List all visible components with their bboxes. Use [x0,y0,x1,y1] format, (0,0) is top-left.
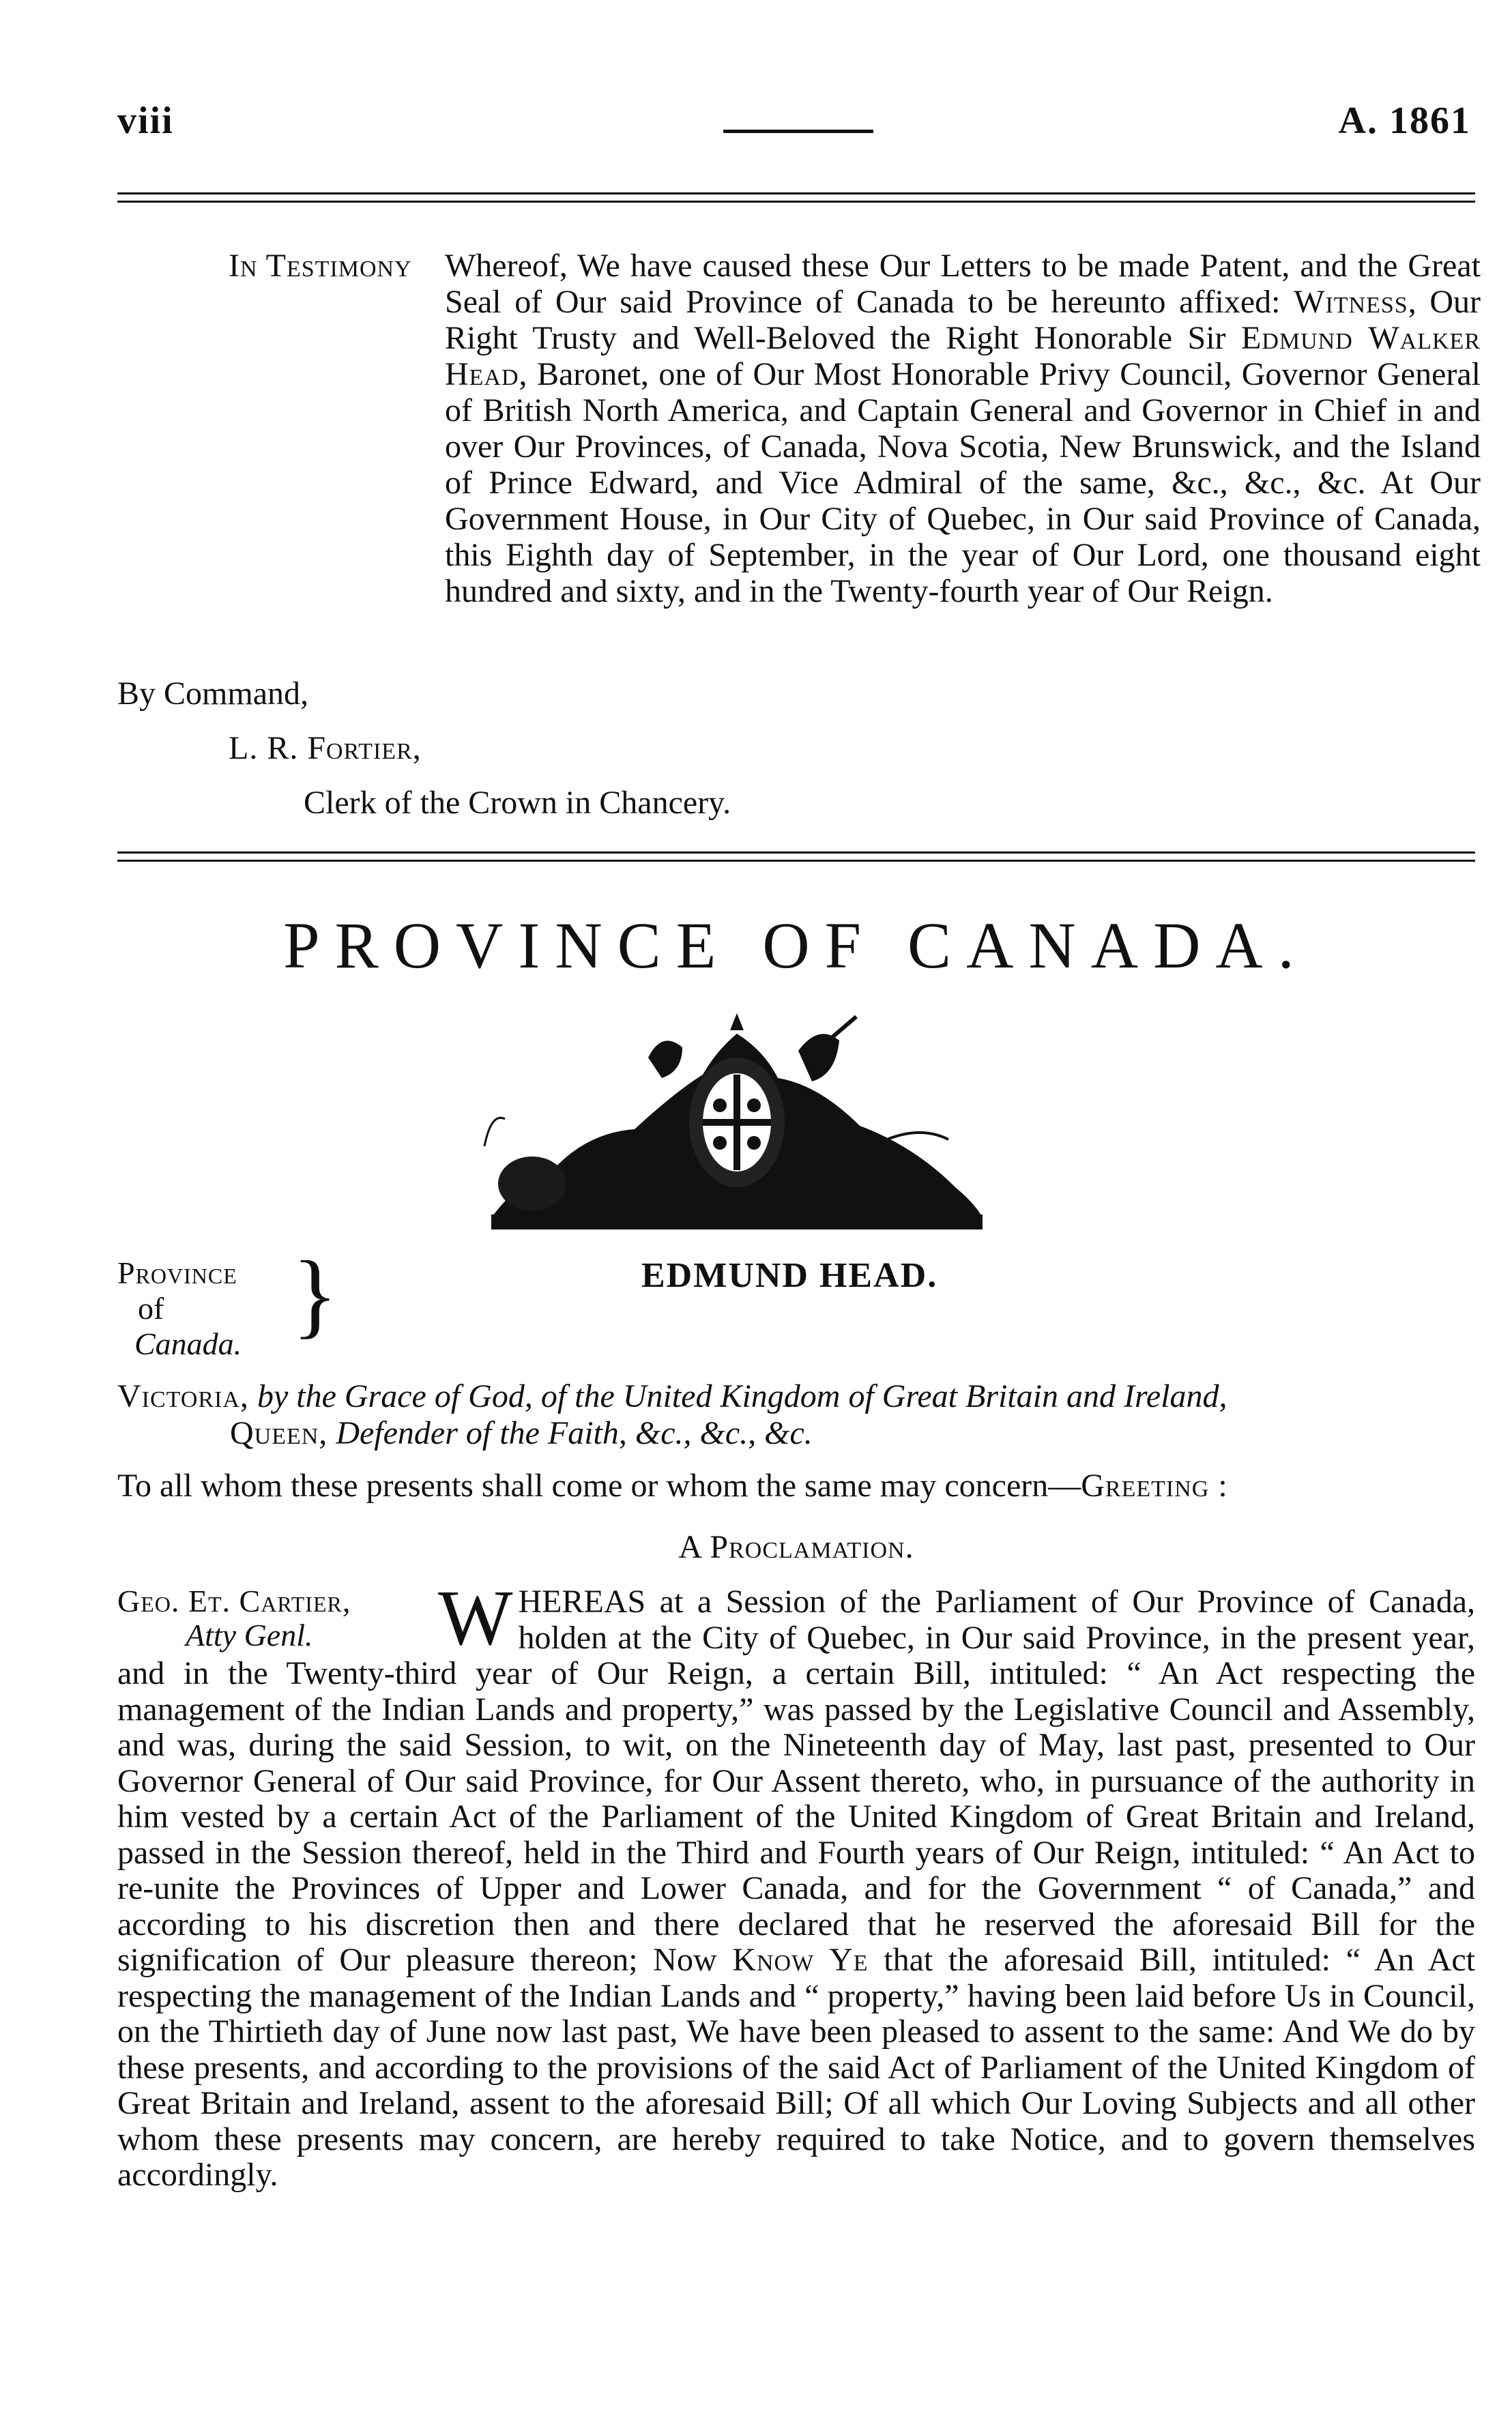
testimony-text-2: , Our Right Trusty and Well-Beloved the Right Honorable Sir [445,284,1481,356]
signer-title: Clerk of the Crown in Chancery. [304,785,731,821]
governor-signature: EDMUND HEAD. [641,1256,938,1295]
header-rule-bottom [117,201,1475,203]
testimony-text-1: Whereof, We have caused these Our Letters to be made Patent, and the Great Seal of Our said Province of Canada to be hereunto affixed: [445,248,1481,320]
victoria-title: Victoria, by the Grace of God, of the United Kingdom of Great Britain and Ireland, Queen, Defender of the Faith, &c., &c., &c. [117,1378,1227,1451]
signer-name: L. R. Fortier, [229,730,422,766]
testimony-text-3: , Baronet, one of Our Most Honorable Privy Council, Governor General of British North America, and Captain General and Governor in Chief in and over Our Provinces, of Canada, Nova Scotia, New Brunswick, and the Island of Prince Edward, and Vice Admiral of the same, &c., &c., &c. At Our Government House, in Our City of Quebec, in Our said Province of Canada, this Eighth day of September, in the year of Our Lord, one thousand eight hundred and sixty, and in the Twenty-fourth year of Our Reign. [445,356,1481,609]
drop-cap-w: W [438,1575,513,1662]
testimony-paragraph [445,248,1481,609]
proclamation-heading: PROVINCE OF CANADA. [283,909,1309,982]
section-rule-top [117,851,1475,854]
page-number: viii [117,100,174,142]
greeting-line: To all whom these presents shall come or whom the same may concern—Greeting : [117,1468,1228,1504]
header-rule-top [117,192,1475,194]
header-dash [723,130,873,133]
province-label: Province of Canada. [117,1255,242,1361]
proclamation-title: A Proclamation. [678,1529,914,1565]
testimony-intro: In Testimony [229,248,412,284]
volume-year: A. 1861 [1338,100,1471,142]
attorney-general-block: Geo. Et. Cartier, Atty Genl. [117,1584,351,1653]
witness-word: Witness [1294,284,1408,320]
royal-arms-emblem [478,1010,996,1235]
whereas-paragraph: Geo. Et. Cartier, Atty Genl. W HEREAS at a Session of the Parliament of Our Province of Canada, holden at the City of Quebec, in Our said Province, in the present year, and in the Twenty-third year of Our Reign, a certain Bill, intituled: “ An Act respecting the management of the Indian Lands and property,” was passed by the Legislative Council and Assembly, and was, during the said Session, to wit, on the Nineteenth day of May, last past, presented to Our Governor General of Our said Province, for Our Assent thereto, who, in pursuance of the authority in him vested by a certain Act of the Parliament of the United Kingdom of Great Britain and Ireland, passed in the Session thereof, held in the Third and Fourth years of Our Reign, intituled: “ An Act to re-unite the Provinces of Upper and Lower Canada, and for the Government “ of Canada,” and according to his discretion then and there declared that he reserved the aforesaid Bill for the signification of Our pleasure thereon; Now Know Ye that the aforesaid Bill, intituled: “ An Act respecting the management of the Indian Lands and “ property,” having been laid before Us in Council, on the Thirtieth day of June now last past, We have been pleased to assent to the same: And We do by these presents, and according to the provisions of the said Act of Parliament of the United Kingdom of Great Britain and Ireland, assent to the aforesaid Bill; Of all which Our Loving Subjects and all other whom these presents may concern, are hereby required to take Notice, and to govern themselves accordingly. [117,1575,1475,2193]
by-command: By Command, [117,675,309,712]
governor-full-name: Edmund Walker Head [445,320,1481,392]
section-rule-bottom [117,860,1475,862]
province-brace: } [292,1242,338,1348]
